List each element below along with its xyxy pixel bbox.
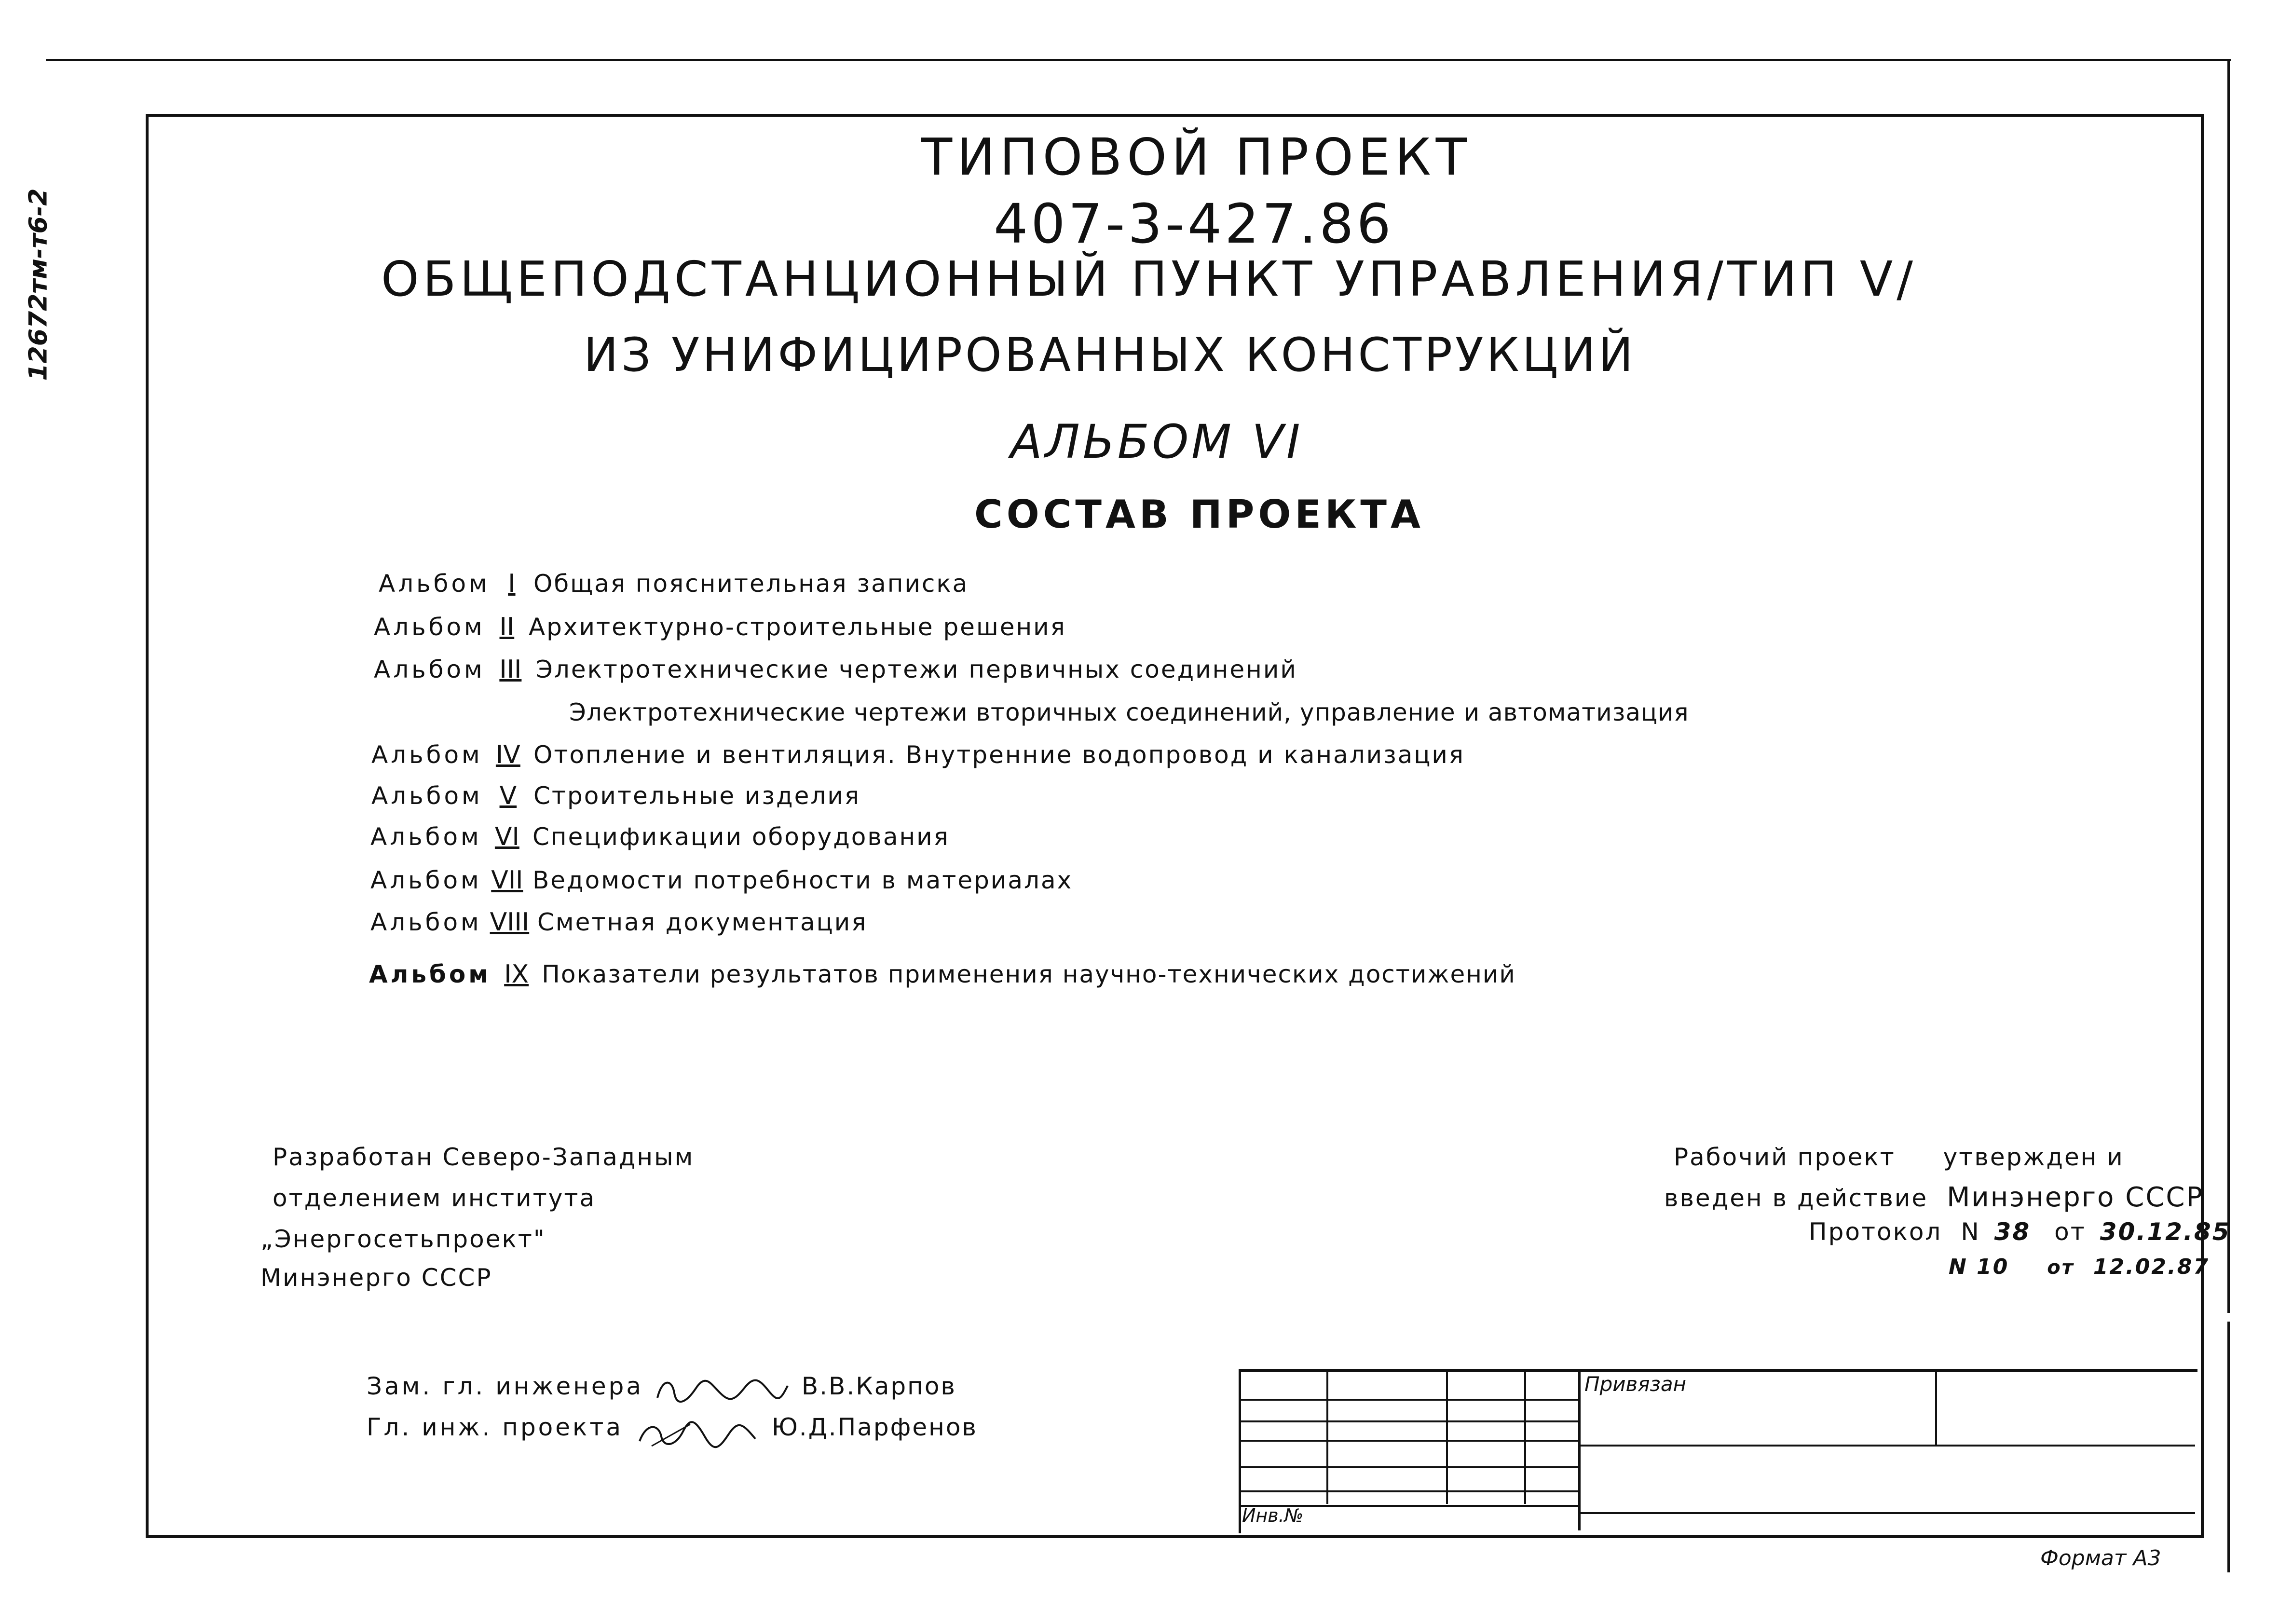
stamp-grid-line — [1578, 1445, 2195, 1447]
protocol-label: Протокол — [1809, 1218, 1942, 1246]
approval-text: утвержден и — [1943, 1143, 2124, 1171]
privyazan-label: Привязан — [1584, 1372, 1687, 1396]
stamp-grid-line — [1239, 1466, 1579, 1468]
list-item — [371, 740, 1465, 769]
album-label: Альбом — [370, 866, 482, 894]
album-label: Альбом — [370, 823, 482, 851]
stamp-table-frame — [1239, 1369, 2197, 1533]
signature-name: В.В.Карпов — [801, 1372, 956, 1400]
album-number: VIII — [490, 908, 530, 937]
list-item — [371, 781, 860, 810]
list-item — [369, 960, 1516, 989]
list-item — [379, 569, 969, 598]
list-item — [370, 822, 950, 851]
approval-text: Минэнерго СССР — [1947, 1182, 2204, 1213]
list-item — [374, 613, 1066, 641]
developer-line3: „Энергосетьпроект" — [260, 1225, 546, 1253]
album-text: Ведомости потребности в материалах — [532, 866, 1073, 894]
signature-image — [632, 1415, 763, 1444]
signature-name: Ю.Д.Парфенов — [771, 1413, 978, 1441]
developer-line2: отделением института — [273, 1184, 596, 1212]
developer-line1: Разработан Северо-Западным — [273, 1143, 695, 1171]
signature-image — [653, 1374, 792, 1403]
album-text: Сметная документация — [537, 908, 868, 936]
right-rule-lower — [2227, 1322, 2230, 1572]
album-text: Отопление и вентиляция. Внутренние водопровод и канализация — [533, 741, 1465, 769]
stamp-grid-line — [1524, 1369, 1526, 1504]
signature-role: Зам. гл. инженера — [367, 1372, 644, 1400]
signature-scribble-icon — [653, 1374, 792, 1407]
album-label: Альбом — [370, 908, 482, 936]
album-number: II — [499, 613, 515, 641]
developer-line4: Минэнерго СССР — [260, 1264, 492, 1292]
signature-role: Гл. инж. проекта — [367, 1413, 624, 1441]
composition-title: СОСТАВ ПРОЕКТА — [974, 492, 1424, 537]
album-label: Альбом — [379, 570, 490, 598]
list-item — [370, 908, 867, 937]
protocol-date-2: 12.02.87 — [2093, 1255, 2210, 1279]
right-rule — [2227, 59, 2230, 1313]
title-line3: ОБЩЕПОДСТАНЦИОННЫЙ ПУНКТ УПРАВЛЕНИЯ/ТИП V/ — [381, 251, 1917, 307]
approval-text: Рабочий проект — [1674, 1143, 1896, 1171]
format-label: Формат А3 — [2040, 1546, 2161, 1570]
title-line1: ТИПОВОЙ ПРОЕКТ — [921, 128, 1472, 187]
stamp-grid-line — [1578, 1369, 1581, 1530]
signature-row — [367, 1413, 978, 1444]
album-text: Спецификации оборудования — [532, 823, 950, 851]
album-label: Альбом — [374, 655, 485, 683]
album-label: Альбом — [371, 782, 483, 810]
stamp-grid-line — [1935, 1369, 1937, 1446]
album-number: I — [508, 569, 516, 598]
list-item — [374, 655, 1297, 684]
inventory-number-label: Инв.№ — [1242, 1505, 1304, 1526]
album-number: IX — [504, 960, 529, 989]
protocol-date: 30.12.85 — [2100, 1218, 2231, 1246]
list-item — [370, 866, 1073, 895]
protocol-number-2: N 10 — [1949, 1255, 2009, 1279]
stamp-grid-line — [1446, 1369, 1448, 1504]
stamp-grid-line — [1239, 1399, 1579, 1401]
top-rule — [46, 59, 2231, 61]
album-text: Архитектурно-строительные решения — [528, 613, 1066, 641]
album-number: VI — [494, 822, 519, 851]
stamp-grid-line — [1239, 1420, 1579, 1422]
album-text: Общая пояснительная записка — [533, 570, 969, 598]
signature-row — [367, 1372, 956, 1403]
stamp-grid-line — [1239, 1490, 1579, 1492]
album-number: IV — [495, 740, 520, 769]
protocol-ot-2: от — [2047, 1256, 2074, 1279]
protocol-n: N — [1961, 1218, 1980, 1246]
side-stamp: 12672тм-т6-2 — [24, 188, 53, 381]
album-number: III — [499, 655, 522, 684]
protocol-number: 38 — [1994, 1218, 2031, 1246]
approval-line2 — [1664, 1182, 2204, 1213]
album-text: Электротехнические чертежи первичных соединений — [535, 655, 1297, 683]
title-line4: ИЗ УНИФИЦИРОВАННЫХ КОНСТРУКЦИЙ — [584, 328, 1636, 382]
album-text: Электротехнические чертежи вторичных соединений, управление и автоматизация — [569, 698, 1689, 726]
album-label: Альбом — [374, 613, 485, 641]
approval-line3 — [1809, 1218, 2230, 1246]
album-text: Строительные изделия — [533, 782, 860, 810]
album-number: VII — [491, 866, 523, 895]
stamp-grid-line — [1326, 1369, 1328, 1504]
album-label: Альбом — [371, 741, 483, 769]
protocol-ot: от — [2054, 1218, 2086, 1246]
album-text: Показатели результатов применения научно-технических достижений — [542, 960, 1516, 988]
signature-scribble-icon — [632, 1415, 763, 1453]
album-label: Альбом — [369, 960, 491, 988]
approval-line4 — [1949, 1252, 2210, 1280]
approval-line1 — [1674, 1143, 2124, 1171]
album-title: АЛЬБОМ VI — [1010, 415, 1303, 469]
stamp-grid-line — [1578, 1512, 2195, 1514]
album-number: V — [499, 781, 517, 810]
approval-text: введен в действие — [1664, 1184, 1928, 1212]
stamp-grid-line — [1239, 1440, 1579, 1442]
project-number: 407-3-427.86 — [994, 193, 1394, 256]
list-item — [569, 698, 1689, 726]
